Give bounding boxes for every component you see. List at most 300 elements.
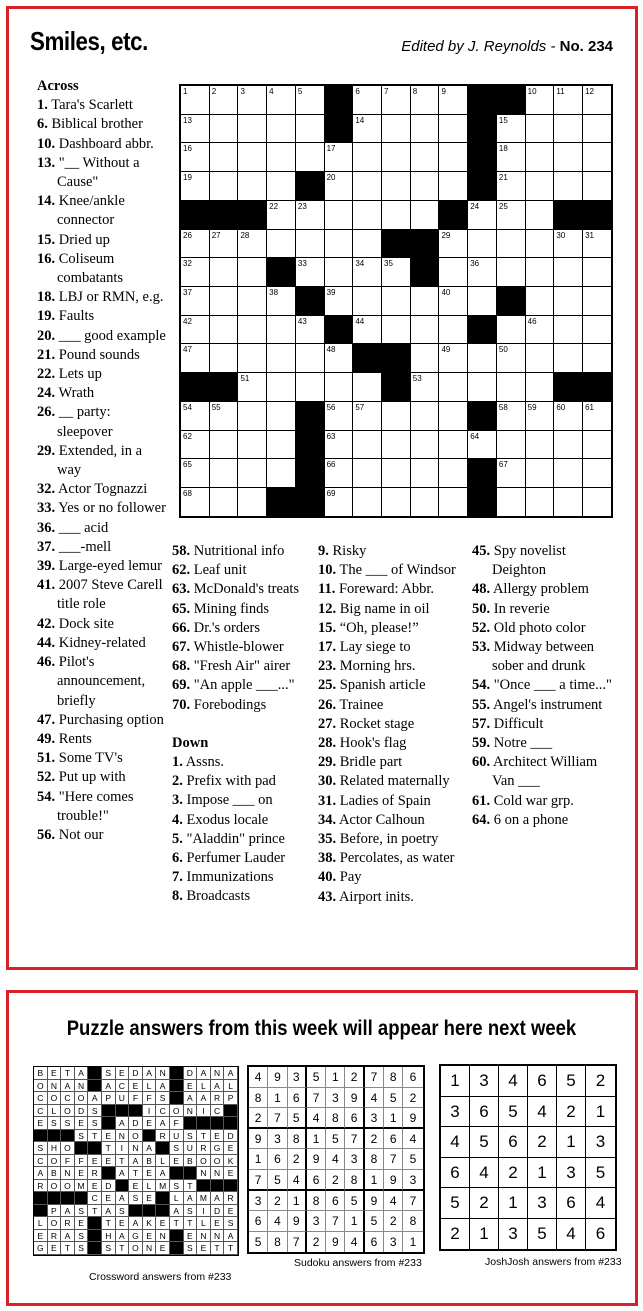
grid-cell[interactable] bbox=[325, 344, 354, 373]
grid-cell[interactable] bbox=[210, 287, 239, 316]
answer-letter: C bbox=[61, 1092, 75, 1105]
grid-cell[interactable] bbox=[238, 488, 267, 517]
clue-number: 4. bbox=[172, 811, 183, 828]
clue-text: Leaf unit bbox=[193, 562, 247, 579]
grid-cell[interactable] bbox=[210, 172, 239, 201]
grid-cell[interactable] bbox=[267, 172, 296, 201]
grid-cell[interactable] bbox=[382, 201, 411, 230]
grid-cell[interactable] bbox=[439, 402, 468, 431]
clue-number: 25. bbox=[318, 677, 337, 694]
grid-cell[interactable] bbox=[238, 172, 267, 201]
grid-cell[interactable] bbox=[411, 143, 440, 172]
grid-cell[interactable] bbox=[583, 86, 612, 115]
clue-item bbox=[37, 730, 167, 749]
grid-cell[interactable] bbox=[210, 344, 239, 373]
cell-number: 6 bbox=[355, 87, 360, 96]
grid-cell[interactable] bbox=[439, 230, 468, 259]
cell-number: 38 bbox=[269, 288, 279, 298]
answer-block bbox=[129, 1205, 143, 1218]
grid-cell[interactable] bbox=[267, 344, 296, 373]
grid-cell[interactable] bbox=[439, 459, 468, 488]
grid-cell[interactable] bbox=[554, 287, 583, 316]
grid-cell[interactable] bbox=[353, 316, 382, 345]
grid-cell[interactable] bbox=[181, 431, 210, 460]
answer-letter: S bbox=[34, 1142, 48, 1155]
grid-cell[interactable] bbox=[583, 287, 612, 316]
grid-cell[interactable] bbox=[296, 258, 325, 287]
grid-cell[interactable] bbox=[210, 316, 239, 345]
grid-cell[interactable] bbox=[296, 344, 325, 373]
grid-cell[interactable] bbox=[181, 488, 210, 517]
clue-item bbox=[172, 811, 322, 830]
grid-cell[interactable] bbox=[238, 143, 267, 172]
grid-cell[interactable] bbox=[210, 488, 239, 517]
grid-cell[interactable] bbox=[497, 143, 526, 172]
sudoku-digit: 5 bbox=[326, 1129, 345, 1150]
clue-item bbox=[37, 115, 167, 134]
sudoku-digit: 2 bbox=[403, 1088, 422, 1109]
grid-cell[interactable] bbox=[296, 143, 325, 172]
grid-cell[interactable] bbox=[210, 143, 239, 172]
grid-block bbox=[210, 201, 239, 230]
clue-item bbox=[318, 868, 470, 887]
grid-cell[interactable] bbox=[554, 459, 583, 488]
cell-number: 34 bbox=[355, 259, 365, 269]
grid-cell[interactable] bbox=[382, 287, 411, 316]
grid-cell[interactable] bbox=[526, 230, 555, 259]
grid-cell[interactable] bbox=[267, 431, 296, 460]
clue-text: Faults bbox=[58, 308, 95, 325]
grid-cell[interactable] bbox=[353, 201, 382, 230]
grid-cell[interactable] bbox=[554, 86, 583, 115]
grid-cell[interactable] bbox=[238, 402, 267, 431]
grid-cell[interactable] bbox=[468, 201, 497, 230]
answer-letter: A bbox=[102, 1080, 116, 1093]
grid-cell[interactable] bbox=[382, 402, 411, 431]
grid-cell[interactable] bbox=[554, 258, 583, 287]
grid-cell[interactable] bbox=[296, 86, 325, 115]
sudoku-digit: 1 bbox=[409, 1234, 417, 1249]
grid-cell[interactable] bbox=[181, 230, 210, 259]
grid-cell[interactable] bbox=[325, 402, 354, 431]
clue-text: Lets up bbox=[58, 366, 102, 383]
grid-cell[interactable] bbox=[583, 431, 612, 460]
grid-cell[interactable] bbox=[267, 115, 296, 144]
grid-cell[interactable] bbox=[267, 459, 296, 488]
answer-letter: G bbox=[129, 1230, 143, 1243]
clue-text: Exodus locale bbox=[186, 811, 269, 828]
answer-letter: R bbox=[211, 1092, 225, 1105]
grid-cell[interactable] bbox=[296, 373, 325, 402]
grid-cell[interactable] bbox=[325, 488, 354, 517]
grid-cell[interactable] bbox=[526, 172, 555, 201]
grid-block bbox=[468, 86, 497, 115]
grid-cell[interactable] bbox=[181, 459, 210, 488]
grid-cell[interactable] bbox=[181, 316, 210, 345]
grid-cell[interactable] bbox=[583, 258, 612, 287]
grid-cell[interactable] bbox=[411, 115, 440, 144]
clue-number: 44. bbox=[37, 634, 56, 651]
clue-number: 60. bbox=[472, 754, 491, 771]
grid-cell[interactable] bbox=[439, 143, 468, 172]
grid-cell[interactable] bbox=[238, 258, 267, 287]
sudoku-digit: 8 bbox=[249, 1088, 268, 1109]
answer-letter: N bbox=[197, 1167, 211, 1180]
grid-cell[interactable] bbox=[554, 115, 583, 144]
grid-cell[interactable] bbox=[267, 143, 296, 172]
grid-cell[interactable] bbox=[526, 201, 555, 230]
grid-cell[interactable] bbox=[210, 258, 239, 287]
grid-cell[interactable] bbox=[210, 431, 239, 460]
grid-cell[interactable] bbox=[468, 431, 497, 460]
grid-cell[interactable] bbox=[583, 143, 612, 172]
grid-cell[interactable] bbox=[353, 488, 382, 517]
grid-cell[interactable] bbox=[497, 115, 526, 144]
grid-cell[interactable] bbox=[468, 344, 497, 373]
clue-number: 1. bbox=[37, 97, 48, 114]
grid-cell[interactable] bbox=[181, 172, 210, 201]
sudoku-digit: 5 bbox=[384, 1088, 403, 1109]
joshjosh-digit: 6 bbox=[441, 1158, 470, 1189]
grid-cell[interactable] bbox=[526, 344, 555, 373]
grid-cell[interactable] bbox=[526, 373, 555, 402]
clue-number: 61. bbox=[472, 792, 491, 809]
grid-cell[interactable] bbox=[411, 344, 440, 373]
grid-cell[interactable] bbox=[526, 459, 555, 488]
answer-letter: S bbox=[156, 1092, 170, 1105]
grid-cell[interactable] bbox=[353, 86, 382, 115]
answer-row bbox=[34, 1130, 238, 1143]
grid-cell[interactable] bbox=[526, 316, 555, 345]
grid-cell[interactable] bbox=[325, 373, 354, 402]
grid-cell[interactable] bbox=[583, 459, 612, 488]
grid-cell[interactable] bbox=[497, 258, 526, 287]
grid-cell[interactable] bbox=[238, 86, 267, 115]
grid-cell[interactable] bbox=[439, 316, 468, 345]
grid-cell[interactable] bbox=[181, 86, 210, 115]
grid-cell[interactable] bbox=[353, 402, 382, 431]
grid-cell[interactable] bbox=[325, 459, 354, 488]
grid-cell[interactable] bbox=[296, 230, 325, 259]
grid-cell[interactable] bbox=[411, 201, 440, 230]
grid-cell[interactable] bbox=[382, 459, 411, 488]
sudoku-digit: 4 bbox=[326, 1149, 345, 1170]
grid-cell[interactable] bbox=[497, 316, 526, 345]
clue-item bbox=[472, 753, 612, 791]
grid-cell[interactable] bbox=[181, 287, 210, 316]
grid-cell[interactable] bbox=[554, 431, 583, 460]
clue-number: 12. bbox=[318, 600, 337, 617]
grid-cell[interactable] bbox=[411, 402, 440, 431]
grid-block bbox=[296, 172, 325, 201]
grid-cell[interactable] bbox=[181, 402, 210, 431]
clue-item bbox=[318, 753, 470, 772]
grid-cell[interactable] bbox=[382, 115, 411, 144]
grid-cell[interactable] bbox=[267, 316, 296, 345]
grid-cell[interactable] bbox=[411, 373, 440, 402]
grid-cell[interactable] bbox=[554, 316, 583, 345]
grid-cell[interactable] bbox=[411, 86, 440, 115]
grid-cell[interactable] bbox=[411, 459, 440, 488]
grid-cell[interactable] bbox=[554, 402, 583, 431]
grid-cell[interactable] bbox=[583, 172, 612, 201]
answer-letter: E bbox=[197, 1242, 211, 1255]
grid-cell[interactable] bbox=[583, 488, 612, 517]
grid-cell[interactable] bbox=[382, 258, 411, 287]
grid-cell[interactable] bbox=[325, 201, 354, 230]
grid-cell[interactable] bbox=[353, 172, 382, 201]
clue-item bbox=[37, 768, 167, 787]
clue-text: Dock site bbox=[58, 615, 114, 632]
joshjosh-digit: 5 bbox=[441, 1188, 470, 1219]
answer-letter: B bbox=[184, 1155, 198, 1168]
grid-block bbox=[468, 488, 497, 517]
grid-cell[interactable] bbox=[554, 488, 583, 517]
answer-letter: T bbox=[116, 1242, 130, 1255]
cell-number: 48 bbox=[326, 345, 336, 355]
grid-cell[interactable] bbox=[583, 402, 612, 431]
grid-cell[interactable] bbox=[353, 459, 382, 488]
grid-cell[interactable] bbox=[554, 230, 583, 259]
cell-number: 53 bbox=[412, 374, 422, 384]
answer-letter: M bbox=[156, 1180, 170, 1193]
answer-letter: E bbox=[88, 1155, 102, 1168]
grid-cell[interactable] bbox=[526, 431, 555, 460]
grid-cell[interactable] bbox=[382, 86, 411, 115]
grid-cell[interactable] bbox=[439, 115, 468, 144]
clue-number: 16. bbox=[37, 250, 56, 267]
sudoku-digit: 8 bbox=[345, 1170, 364, 1191]
grid-cell[interactable] bbox=[526, 86, 555, 115]
grid-cell[interactable] bbox=[353, 230, 382, 259]
grid-cell[interactable] bbox=[526, 402, 555, 431]
grid-cell[interactable] bbox=[468, 287, 497, 316]
editor-line bbox=[401, 38, 613, 55]
sudoku-digit: 6 bbox=[307, 1170, 326, 1191]
grid-cell[interactable] bbox=[353, 115, 382, 144]
grid-cell[interactable] bbox=[468, 373, 497, 402]
clue-text: Rocket stage bbox=[339, 715, 415, 732]
grid-cell[interactable] bbox=[267, 86, 296, 115]
answer-letter: S bbox=[170, 1180, 184, 1193]
grid-cell[interactable] bbox=[497, 172, 526, 201]
grid-cell[interactable] bbox=[210, 230, 239, 259]
clue-text: Forebodings bbox=[193, 696, 267, 713]
grid-cell[interactable] bbox=[583, 230, 612, 259]
grid-cell[interactable] bbox=[526, 488, 555, 517]
grid-cell[interactable] bbox=[411, 316, 440, 345]
clue-number: 35. bbox=[318, 831, 337, 848]
clue-item bbox=[37, 365, 167, 384]
grid-cell[interactable] bbox=[497, 488, 526, 517]
grid-cell[interactable] bbox=[439, 373, 468, 402]
grid-cell[interactable] bbox=[238, 316, 267, 345]
answer-block bbox=[143, 1205, 157, 1218]
joshjosh-answers-grid bbox=[439, 1064, 617, 1251]
cell-number: 12 bbox=[585, 87, 594, 96]
joshjosh-digit: 6 bbox=[499, 1127, 528, 1158]
sudoku-digit: 6 bbox=[345, 1108, 364, 1129]
grid-cell[interactable] bbox=[497, 373, 526, 402]
grid-cell[interactable] bbox=[238, 115, 267, 144]
answer-letter: R bbox=[197, 1142, 211, 1155]
grid-cell[interactable] bbox=[468, 258, 497, 287]
grid-block bbox=[411, 258, 440, 287]
grid-cell[interactable] bbox=[497, 431, 526, 460]
answer-letter: N bbox=[156, 1230, 170, 1243]
answer-block bbox=[102, 1105, 116, 1118]
sudoku-digit: 4 bbox=[384, 1191, 403, 1212]
answer-letter: T bbox=[102, 1217, 116, 1230]
cell-number: 17 bbox=[326, 144, 336, 154]
grid-cell[interactable] bbox=[210, 459, 239, 488]
grid-cell[interactable] bbox=[325, 287, 354, 316]
grid-cell[interactable] bbox=[210, 402, 239, 431]
answer-letter: T bbox=[102, 1142, 116, 1155]
sudoku-digit: 9 bbox=[288, 1211, 307, 1232]
grid-cell[interactable] bbox=[497, 459, 526, 488]
grid-cell[interactable] bbox=[526, 258, 555, 287]
grid-cell[interactable] bbox=[497, 201, 526, 230]
answer-letter: N bbox=[48, 1080, 62, 1093]
cell-number: 57 bbox=[355, 402, 365, 412]
grid-cell[interactable] bbox=[353, 258, 382, 287]
grid-cell[interactable] bbox=[181, 258, 210, 287]
sudoku-digit: 3 bbox=[345, 1149, 364, 1170]
grid-cell[interactable] bbox=[296, 201, 325, 230]
grid-cell[interactable] bbox=[382, 431, 411, 460]
answer-letter: D bbox=[211, 1205, 225, 1218]
joshjosh-digit: 4 bbox=[441, 1127, 470, 1158]
grid-cell[interactable] bbox=[382, 488, 411, 517]
answer-letter: A bbox=[129, 1217, 143, 1230]
crossword-grid[interactable] bbox=[179, 84, 613, 518]
answer-block bbox=[116, 1180, 130, 1193]
grid-cell[interactable] bbox=[238, 230, 267, 259]
grid-cell[interactable] bbox=[497, 402, 526, 431]
grid-cell[interactable] bbox=[583, 344, 612, 373]
clue-item bbox=[472, 811, 612, 830]
answer-letter: H bbox=[48, 1142, 62, 1155]
grid-cell[interactable] bbox=[325, 230, 354, 259]
clue-item bbox=[318, 715, 470, 734]
grid-cell[interactable] bbox=[325, 143, 354, 172]
joshjosh-row bbox=[441, 1127, 615, 1158]
sudoku-digit: 1 bbox=[268, 1088, 287, 1109]
clue-text: "Fresh Air" airer bbox=[193, 658, 291, 675]
answer-letter: E bbox=[48, 1067, 62, 1080]
grid-cell[interactable] bbox=[210, 115, 239, 144]
grid-cell[interactable] bbox=[238, 431, 267, 460]
grid-cell[interactable] bbox=[267, 287, 296, 316]
grid-cell[interactable] bbox=[411, 287, 440, 316]
grid-cell[interactable] bbox=[267, 230, 296, 259]
grid-cell[interactable] bbox=[439, 488, 468, 517]
grid-cell[interactable] bbox=[382, 316, 411, 345]
grid-cell[interactable] bbox=[238, 459, 267, 488]
grid-cell[interactable] bbox=[353, 373, 382, 402]
grid-cell[interactable] bbox=[554, 143, 583, 172]
cell-number: 63 bbox=[326, 431, 336, 441]
grid-cell[interactable] bbox=[353, 287, 382, 316]
answer-letter: A bbox=[116, 1117, 130, 1130]
cell-number: 55 bbox=[211, 402, 221, 412]
answer-block bbox=[88, 1217, 102, 1230]
grid-cell[interactable] bbox=[353, 143, 382, 172]
grid-cell[interactable] bbox=[238, 373, 267, 402]
clue-number: 3. bbox=[172, 792, 183, 809]
joshjosh-digit: 6 bbox=[528, 1066, 557, 1097]
grid-cell[interactable] bbox=[439, 344, 468, 373]
grid-cell[interactable] bbox=[181, 143, 210, 172]
answer-letter: O bbox=[129, 1242, 143, 1255]
grid-cell[interactable] bbox=[526, 143, 555, 172]
grid-cell[interactable] bbox=[583, 115, 612, 144]
cell-number: 31 bbox=[585, 230, 594, 240]
cell-number: 10 bbox=[527, 87, 537, 96]
grid-cell[interactable] bbox=[411, 431, 440, 460]
grid-cell[interactable] bbox=[439, 287, 468, 316]
grid-cell[interactable] bbox=[439, 86, 468, 115]
grid-cell[interactable] bbox=[583, 316, 612, 345]
clue-text: "Here comes trouble!" bbox=[57, 788, 134, 824]
grid-cell[interactable] bbox=[497, 344, 526, 373]
clue-text: Notre ___ bbox=[493, 735, 553, 752]
cell-number: 66 bbox=[326, 460, 336, 470]
answer-letter: L bbox=[156, 1155, 170, 1168]
clue-number: 51. bbox=[37, 750, 56, 767]
grid-cell[interactable] bbox=[382, 172, 411, 201]
grid-cell[interactable] bbox=[267, 373, 296, 402]
sudoku-digit: 1 bbox=[365, 1170, 384, 1191]
grid-cell[interactable] bbox=[382, 143, 411, 172]
grid-cell[interactable] bbox=[526, 115, 555, 144]
grid-cell[interactable] bbox=[468, 230, 497, 259]
grid-cell[interactable] bbox=[181, 115, 210, 144]
clues-column-2 bbox=[172, 542, 322, 907]
clue-text: LBJ or RMN, e.g. bbox=[58, 289, 164, 306]
sudoku-digit: 9 bbox=[268, 1067, 287, 1088]
grid-cell[interactable] bbox=[439, 172, 468, 201]
grid-cell[interactable] bbox=[325, 431, 354, 460]
grid-cell[interactable] bbox=[439, 258, 468, 287]
grid-cell[interactable] bbox=[554, 172, 583, 201]
grid-cell[interactable] bbox=[554, 344, 583, 373]
sudoku-digit: 4 bbox=[307, 1108, 326, 1129]
grid-cell[interactable] bbox=[411, 488, 440, 517]
grid-cell[interactable] bbox=[267, 201, 296, 230]
grid-cell[interactable] bbox=[296, 115, 325, 144]
answer-letter: E bbox=[156, 1217, 170, 1230]
grid-cell[interactable] bbox=[296, 316, 325, 345]
clue-text: Dashboard abbr. bbox=[58, 135, 154, 152]
grid-cell[interactable] bbox=[526, 287, 555, 316]
grid-cell[interactable] bbox=[181, 344, 210, 373]
grid-cell[interactable] bbox=[325, 258, 354, 287]
grid-cell[interactable] bbox=[238, 287, 267, 316]
grid-cell[interactable] bbox=[353, 431, 382, 460]
grid-cell[interactable] bbox=[238, 344, 267, 373]
cell-number: 60 bbox=[556, 402, 566, 412]
grid-cell[interactable] bbox=[210, 86, 239, 115]
grid-cell[interactable] bbox=[267, 402, 296, 431]
answer-letter: A bbox=[224, 1067, 238, 1080]
grid-cell[interactable] bbox=[497, 230, 526, 259]
grid-cell[interactable] bbox=[411, 172, 440, 201]
grid-cell[interactable] bbox=[325, 172, 354, 201]
across-clues-column-1 bbox=[37, 77, 167, 845]
grid-cell[interactable] bbox=[439, 431, 468, 460]
